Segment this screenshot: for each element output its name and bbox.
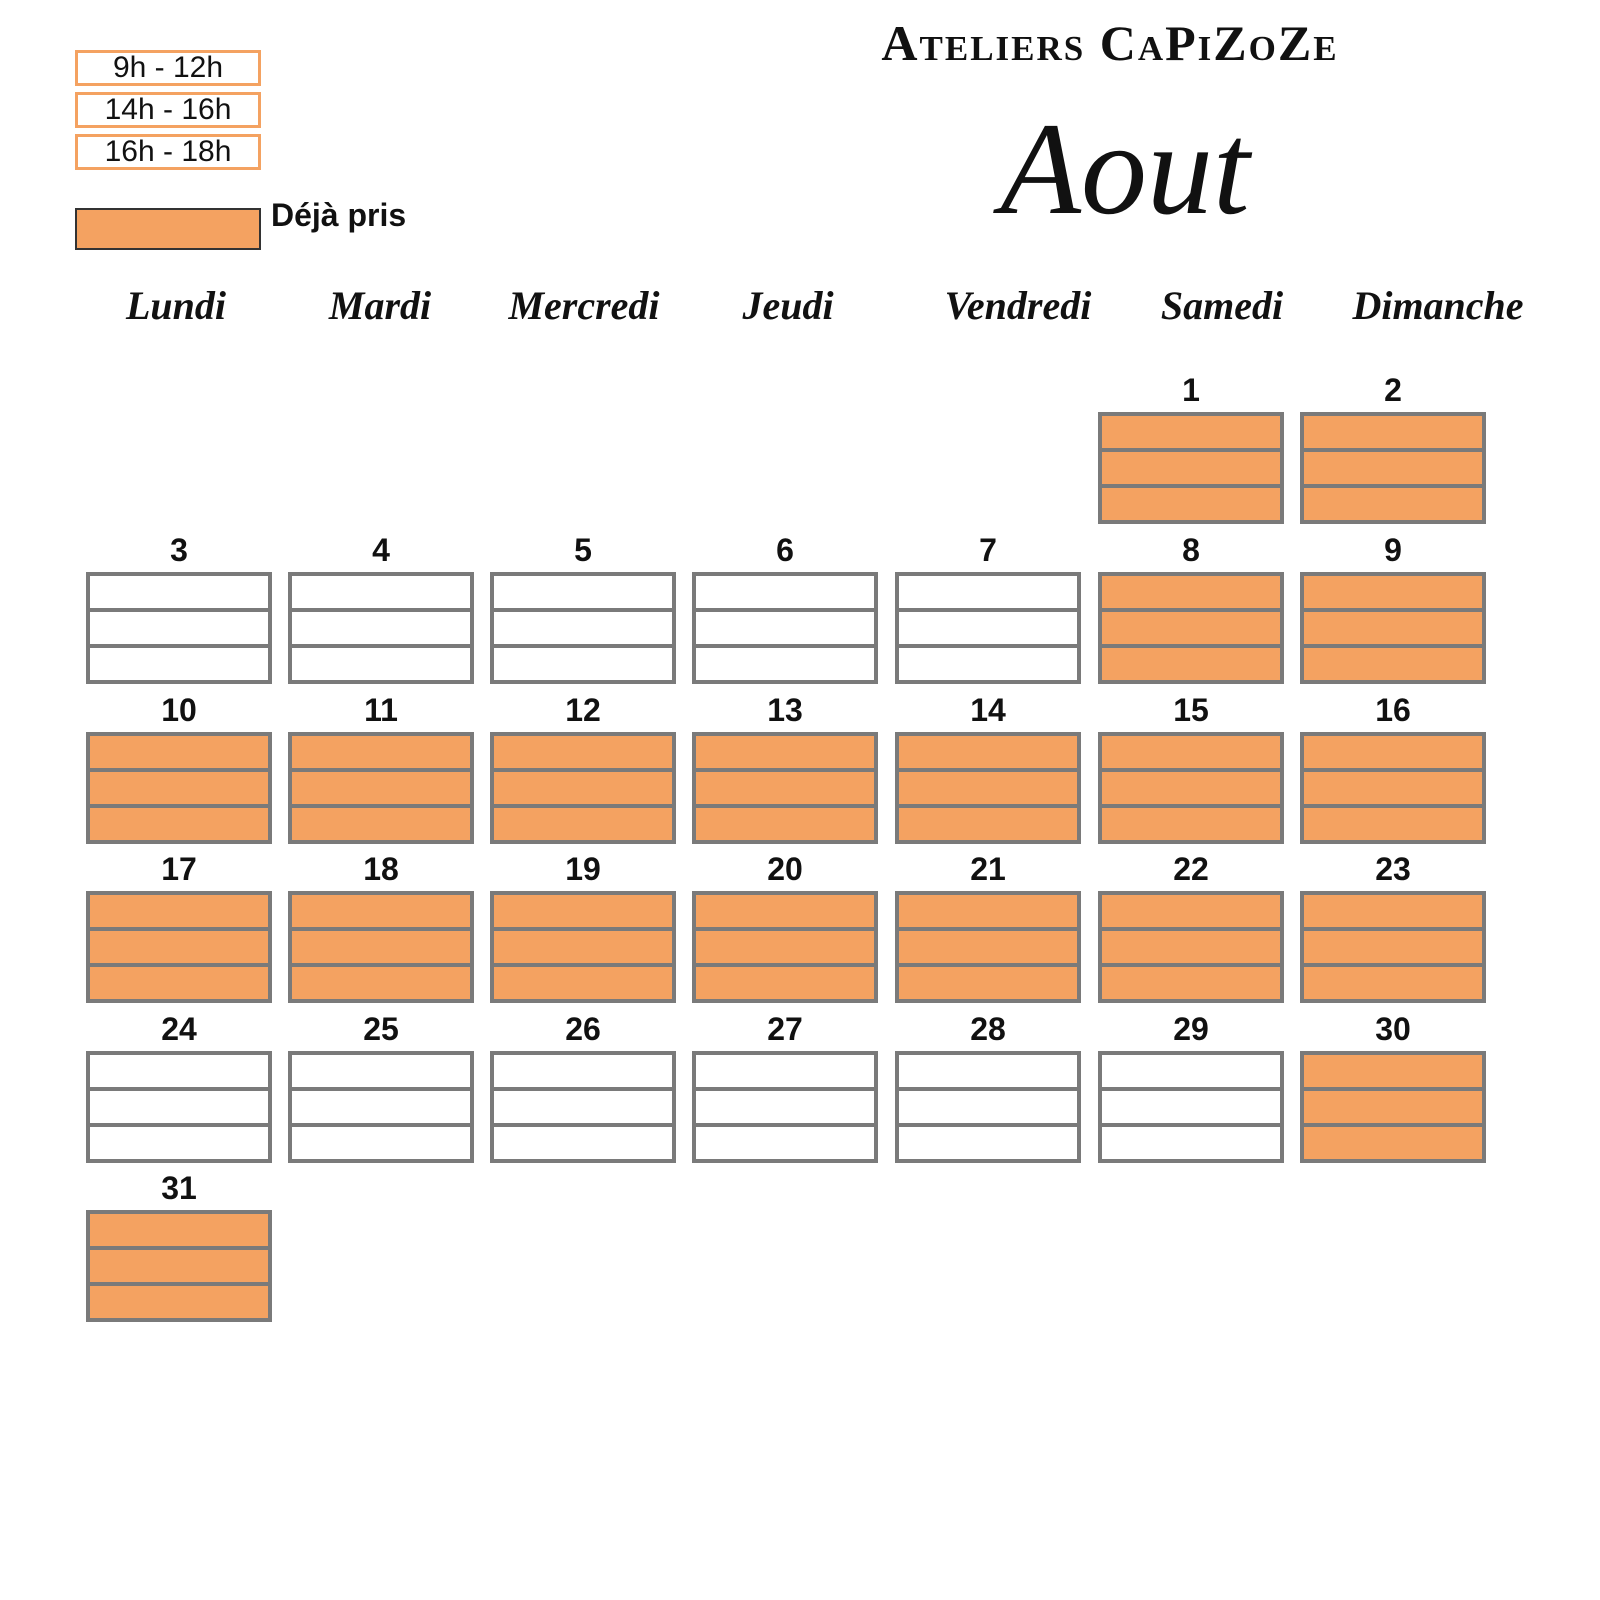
time-slot-taken[interactable] [494, 967, 672, 999]
calendar-day [1300, 851, 1486, 1003]
calendar-day [86, 532, 272, 684]
day-number: 15 [1173, 692, 1209, 728]
calendar-day [86, 1170, 272, 1322]
calendar-day [490, 532, 676, 684]
day-slots [86, 891, 272, 1003]
day-slots [1300, 412, 1486, 524]
day-number: 28 [970, 1011, 1006, 1047]
time-slot-taken[interactable] [90, 772, 268, 804]
day-slots [1300, 1051, 1486, 1163]
calendar-day [86, 851, 272, 1003]
calendar-day [86, 692, 272, 844]
time-slot-taken[interactable] [1304, 488, 1482, 520]
time-slot-free[interactable] [90, 576, 268, 608]
time-slot-taken[interactable] [494, 808, 672, 840]
day-number: 2 [1384, 372, 1402, 408]
calendar-day [1098, 692, 1284, 844]
day-slots [1098, 732, 1284, 844]
time-slot-free[interactable] [696, 1055, 874, 1087]
time-slot-free[interactable] [899, 576, 1077, 608]
day-slots [86, 732, 272, 844]
day-slots [288, 891, 474, 1003]
time-slot-taken[interactable] [1102, 967, 1280, 999]
calendar-day [692, 692, 878, 844]
time-slot-taken[interactable] [899, 895, 1077, 927]
day-number: 9 [1384, 532, 1402, 568]
day-number: 23 [1375, 851, 1411, 887]
day-slots [895, 891, 1081, 1003]
time-slot-taken[interactable] [1304, 612, 1482, 644]
day-number: 18 [363, 851, 399, 887]
time-slot-taken[interactable] [292, 772, 470, 804]
time-slot-free[interactable] [292, 1091, 470, 1123]
time-slot-legend [75, 50, 261, 176]
time-slot-taken[interactable] [90, 736, 268, 768]
time-slot-free[interactable] [90, 1055, 268, 1087]
time-slot-taken[interactable] [292, 931, 470, 963]
time-slot-taken[interactable] [292, 895, 470, 927]
day-number: 21 [970, 851, 1006, 887]
time-slot-taken[interactable] [1102, 736, 1280, 768]
calendar-day [288, 851, 474, 1003]
time-slot-taken[interactable] [1102, 576, 1280, 608]
day-number: 19 [565, 851, 601, 887]
time-slot-taken[interactable] [292, 808, 470, 840]
day-slots [1098, 572, 1284, 684]
time-slot-free[interactable] [292, 1055, 470, 1087]
time-slot-free[interactable] [90, 1127, 268, 1159]
calendar-day [1098, 372, 1284, 524]
day-number: 16 [1375, 692, 1411, 728]
time-slot-taken[interactable] [696, 736, 874, 768]
calendar-day [895, 1011, 1081, 1163]
time-slot-free[interactable] [899, 1091, 1077, 1123]
time-slot-taken[interactable] [1102, 648, 1280, 680]
time-slot-free[interactable] [696, 612, 874, 644]
calendar-day [1098, 1011, 1284, 1163]
day-header-jeudi: Jeudi [742, 283, 834, 328]
day-number: 17 [161, 851, 197, 887]
month-title: Aout [1000, 95, 1250, 242]
calendar-day [490, 1011, 676, 1163]
calendar-day [1300, 1011, 1486, 1163]
calendar-day [692, 1011, 878, 1163]
time-slot-taken[interactable] [696, 772, 874, 804]
legend-slot-late-afternoon: 16h - 18h [75, 134, 261, 170]
time-slot-taken[interactable] [1304, 416, 1482, 448]
time-slot-taken[interactable] [696, 808, 874, 840]
day-number: 11 [364, 692, 398, 728]
day-slots [692, 732, 878, 844]
calendar-day [1300, 532, 1486, 684]
day-slots [1300, 572, 1486, 684]
time-slot-taken[interactable] [1102, 895, 1280, 927]
day-number: 12 [565, 692, 601, 728]
time-slot-taken[interactable] [494, 931, 672, 963]
day-number: 20 [767, 851, 803, 887]
day-header-lundi: Lundi [125, 283, 227, 328]
day-number: 10 [161, 692, 197, 728]
calendar-day [1300, 692, 1486, 844]
legend-slot-morning: 9h - 12h [75, 50, 261, 86]
calendar-day [490, 692, 676, 844]
day-slots [288, 1051, 474, 1163]
time-slot-taken[interactable] [1102, 772, 1280, 804]
time-slot-taken[interactable] [1304, 576, 1482, 608]
time-slot-taken[interactable] [1304, 1127, 1482, 1159]
calendar-day [288, 532, 474, 684]
time-slot-taken[interactable] [90, 1250, 268, 1282]
time-slot-taken[interactable] [90, 967, 268, 999]
day-slots [895, 572, 1081, 684]
day-number: 14 [970, 692, 1006, 728]
day-number: 7 [979, 532, 997, 568]
time-slot-taken[interactable] [494, 772, 672, 804]
day-slots [1098, 891, 1284, 1003]
day-number: 25 [363, 1011, 399, 1047]
time-slot-taken[interactable] [1304, 1055, 1482, 1087]
time-slot-taken[interactable] [696, 931, 874, 963]
day-header-mercredi: Mercredi [508, 283, 660, 328]
time-slot-taken[interactable] [1304, 895, 1482, 927]
time-slot-taken[interactable] [899, 931, 1077, 963]
time-slot-taken[interactable] [696, 967, 874, 999]
time-slot-free[interactable] [899, 648, 1077, 680]
time-slot-free[interactable] [696, 1127, 874, 1159]
day-number: 8 [1182, 532, 1200, 568]
time-slot-taken[interactable] [899, 736, 1077, 768]
day-number: 31 [161, 1170, 197, 1206]
time-slot-free[interactable] [494, 612, 672, 644]
time-slot-taken[interactable] [90, 931, 268, 963]
taken-legend-label: Déjà pris [271, 196, 407, 233]
calendar-day [288, 692, 474, 844]
day-number: 24 [161, 1011, 197, 1047]
time-slot-taken[interactable] [1102, 488, 1280, 520]
day-slots [1300, 732, 1486, 844]
day-number: 1 [1182, 372, 1200, 408]
day-number: 6 [776, 532, 794, 568]
legend-slot-early-afternoon: 14h - 16h [75, 92, 261, 128]
calendar-day [895, 532, 1081, 684]
time-slot-taken[interactable] [1304, 648, 1482, 680]
time-slot-taken[interactable] [899, 808, 1077, 840]
time-slot-free[interactable] [90, 648, 268, 680]
time-slot-taken[interactable] [1304, 736, 1482, 768]
day-number: 13 [767, 692, 803, 728]
time-slot-free[interactable] [696, 648, 874, 680]
calendar-day [895, 851, 1081, 1003]
taken-swatch [75, 208, 261, 250]
day-slots [1098, 1051, 1284, 1163]
time-slot-free[interactable] [899, 1127, 1077, 1159]
time-slot-free[interactable] [292, 648, 470, 680]
page-title: Ateliers CaPiZoZe [881, 15, 1339, 71]
time-slot-free[interactable] [1102, 1055, 1280, 1087]
time-slot-free[interactable] [90, 612, 268, 644]
time-slot-free[interactable] [696, 1091, 874, 1123]
calendar-day [1300, 372, 1486, 524]
time-slot-taken[interactable] [1102, 612, 1280, 644]
day-slots [1098, 412, 1284, 524]
day-number: 3 [170, 532, 188, 568]
day-header-mardi: Mardi [328, 283, 432, 328]
day-slots [895, 732, 1081, 844]
time-slot-taken[interactable] [1304, 772, 1482, 804]
day-slots [288, 572, 474, 684]
time-slot-taken[interactable] [696, 895, 874, 927]
day-number: 27 [767, 1011, 803, 1047]
day-slots [692, 572, 878, 684]
time-slot-taken[interactable] [1304, 808, 1482, 840]
time-slot-taken[interactable] [90, 808, 268, 840]
time-slot-free[interactable] [494, 1055, 672, 1087]
day-slots [490, 732, 676, 844]
time-slot-taken[interactable] [1102, 452, 1280, 484]
day-slots [490, 1051, 676, 1163]
day-slots [490, 891, 676, 1003]
time-slot-free[interactable] [494, 1127, 672, 1159]
day-number: 29 [1173, 1011, 1209, 1047]
time-slot-taken[interactable] [90, 1214, 268, 1246]
time-slot-free[interactable] [696, 576, 874, 608]
time-slot-taken[interactable] [292, 736, 470, 768]
calendar-day [1098, 532, 1284, 684]
time-slot-free[interactable] [494, 648, 672, 680]
day-slots [692, 1051, 878, 1163]
time-slot-free[interactable] [494, 1091, 672, 1123]
time-slot-taken[interactable] [899, 772, 1077, 804]
calendar-day [288, 1011, 474, 1163]
day-number: 22 [1173, 851, 1209, 887]
time-slot-free[interactable] [1102, 1127, 1280, 1159]
day-header-samedi: Samedi [1160, 283, 1284, 328]
time-slot-free[interactable] [292, 576, 470, 608]
time-slot-taken[interactable] [899, 967, 1077, 999]
time-slot-taken[interactable] [1102, 808, 1280, 840]
day-header-dimanche: Dimanche [1352, 283, 1524, 328]
time-slot-taken[interactable] [90, 895, 268, 927]
day-slots [86, 1210, 272, 1322]
calendar-day [895, 692, 1081, 844]
time-slot-free[interactable] [90, 1091, 268, 1123]
day-slots [86, 1051, 272, 1163]
day-number: 4 [372, 532, 390, 568]
day-number: 26 [565, 1011, 601, 1047]
time-slot-free[interactable] [494, 576, 672, 608]
time-slot-free[interactable] [292, 1127, 470, 1159]
day-slots [895, 1051, 1081, 1163]
calendar-day [1098, 851, 1284, 1003]
day-header-vendredi: Vendredi [944, 283, 1092, 328]
taken-legend [75, 196, 407, 250]
calendar-day [490, 851, 676, 1003]
time-slot-taken[interactable] [292, 967, 470, 999]
time-slot-free[interactable] [899, 1055, 1077, 1087]
time-slot-taken[interactable] [494, 736, 672, 768]
time-slot-taken[interactable] [1102, 931, 1280, 963]
day-number: 5 [574, 532, 592, 568]
time-slot-taken[interactable] [494, 895, 672, 927]
day-slots [1300, 891, 1486, 1003]
time-slot-taken[interactable] [90, 1286, 268, 1318]
day-slots [288, 732, 474, 844]
day-number: 30 [1375, 1011, 1411, 1047]
time-slot-free[interactable] [292, 612, 470, 644]
time-slot-taken[interactable] [1304, 931, 1482, 963]
time-slot-free[interactable] [899, 612, 1077, 644]
day-slots [692, 891, 878, 1003]
calendar-day [692, 532, 878, 684]
time-slot-taken[interactable] [1304, 967, 1482, 999]
time-slot-taken[interactable] [1102, 416, 1280, 448]
time-slot-free[interactable] [1102, 1091, 1280, 1123]
calendar-day [86, 1011, 272, 1163]
time-slot-taken[interactable] [1304, 452, 1482, 484]
day-slots [86, 572, 272, 684]
day-slots [490, 572, 676, 684]
time-slot-taken[interactable] [1304, 1091, 1482, 1123]
calendar-day [692, 851, 878, 1003]
